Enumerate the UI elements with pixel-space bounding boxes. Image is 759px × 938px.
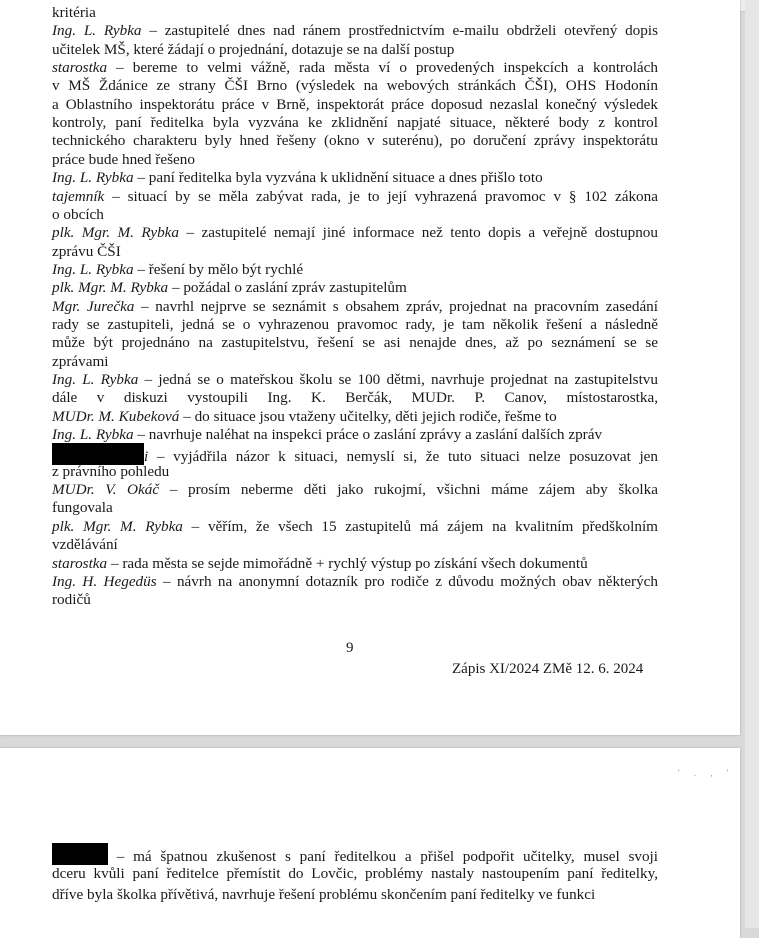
text-line [52, 407, 658, 427]
line-text: fungovala [52, 499, 113, 517]
line-text: práce bude hned řešeno [52, 150, 195, 168]
text-line [52, 590, 658, 610]
text-line [52, 278, 658, 298]
text-line [52, 315, 658, 335]
vertical-scrollbar[interactable] [745, 0, 759, 928]
text-line [52, 535, 658, 555]
line-text: vzdělávání [52, 536, 118, 554]
line-text: rady se zastupiteli, jedná se o vyhrazenou pravomoc rady, je tam několik řešení a následně [52, 315, 658, 333]
speaker-name: MUDr. M. Kubeková [52, 407, 180, 425]
speaker-name: Ing. L. Rybka [52, 260, 134, 278]
speaker-name: Ing. L. Rybka [52, 169, 134, 187]
line-text: – vyjádřila názor k situaci, nemyslí si, že tuto situaci nelze posuzovat jen [148, 448, 658, 466]
line-text: zprávami [52, 352, 109, 370]
document-page-10 [0, 748, 740, 938]
line-text: dříve byla školka přívětivá, navrhuje řešení problému skončením paní ředitelky ve funkci [52, 886, 596, 903]
line-text: technického charakteru byly hned řešeny (okno v suterénu), po doručení zprávy inspektorátu [52, 132, 658, 150]
speaker-name: Ing. L. Rybka [52, 426, 134, 444]
text-line [52, 113, 658, 133]
line-text: může být projednáno na zastupitelstvu, řešení se asi nenajde dnes, až po seznámení se se [52, 334, 658, 352]
speaker-name: Mgr. Jurečka [52, 297, 135, 315]
text-line [52, 498, 658, 518]
text-line [52, 223, 658, 243]
line-text: – jedná se o mateřskou školu se 100 dětmi, navrhuje projednat na zastupitelstvu [138, 371, 658, 388]
speaker-name: starostka [52, 554, 108, 572]
line-text: učitelek MŠ, které žádají o projednání, dotazuje se na další postup [52, 40, 455, 58]
line-text: – navrhuje naléhat na inspekci práce o zaslání zprávy a zaslání dalších zpráv [133, 426, 603, 444]
line-text: – řešení by mělo být rychlé [133, 260, 304, 278]
line-text: – zastupitelé nemají jiné informace než tento dopis a veřejně dostupnou [179, 224, 658, 242]
speaker-name: tajemník [52, 187, 105, 205]
line-text: – návrh na anonymní dotazník pro rodiče z důvodu možných obav některých [156, 572, 658, 590]
text-line [52, 95, 658, 115]
text-line [52, 554, 658, 574]
page-footer: Zápis XI/2024 ZMě 12. 6. 2024 [452, 661, 644, 677]
line-text: – rada města se sejde mimořádně + rychlý výstup po získání všech dokumentů [107, 554, 588, 572]
speaker-name: starostka [52, 59, 108, 77]
speaker-name: MUDr. V. Okáč [52, 481, 160, 499]
text-line [52, 76, 658, 96]
text-line [52, 388, 658, 408]
text-line [52, 205, 658, 225]
text-line [52, 443, 658, 466]
speaker-name: Ing. H. Hegedüs [52, 572, 157, 590]
text-line [52, 333, 658, 353]
line-text: – prosím neberme děti jako rukojmí, všichni máme zájem aby školka [159, 481, 658, 499]
speaker-name: i [144, 448, 149, 466]
text-line [52, 297, 658, 317]
text-line [52, 370, 658, 390]
line-text: v MŠ Ždánice ze strany ČŠI Brno (výsledek na webových stránkách ČŠI), OHS Hodonín [52, 77, 658, 95]
line-text: – zastupitelé dnes nad ránem prostřednictvím e-mailu obdrželi otevřený dopis [141, 22, 658, 40]
text-line [52, 3, 658, 23]
text-line [52, 150, 658, 170]
text-line [52, 864, 658, 884]
scan-specks: ' . , ' [678, 768, 735, 778]
text-line [52, 168, 658, 188]
line-text: dceru kvůli paní ředitelce přemístit do Lovčic, problémy nastaly nastoupením paní ředitelky, [52, 865, 658, 882]
line-text: – do situace jsou vtaženy učitelky, děti jejich rodiče, řešme to [179, 407, 557, 425]
redaction-bar [52, 843, 108, 865]
text-line [52, 187, 658, 207]
text-line [52, 58, 658, 78]
line-text: – má špatnou zkušenost s paní ředitelkou a přišel podpořit učitelky, musel svoji [108, 848, 658, 865]
text-line [52, 425, 658, 445]
line-text: kontroly, paní ředitelka byla vyzvána ke zklidnění napjaté situace, některé body z kontrol [52, 114, 658, 132]
speaker-name: plk. Mgr. M. Rybka [52, 224, 180, 242]
text-line [52, 843, 658, 863]
speaker-name: Ing. L. Rybka [52, 371, 139, 388]
page-number: 9 [346, 640, 354, 656]
line-text: – situací by se měla zabývat rada, je to její vyhrazená pravomoc v § 102 zákona [104, 187, 658, 205]
line-text: z právního pohledu [52, 462, 170, 480]
line-text: – bereme to velmi vážně, rada města ví o provedených inspekcích a kontrolách [107, 59, 658, 77]
speaker-name: Ing. L. Rybka [52, 22, 142, 40]
line-text: zprávu ČŠI [52, 242, 121, 260]
line-text: o obcích [52, 205, 104, 223]
speaker-name: plk. Mgr. M. Rybka [52, 517, 183, 535]
text-line [52, 260, 658, 280]
line-text: rodičů [52, 591, 91, 609]
text-line [52, 885, 658, 905]
line-text: a Oblastního inspektorátu práce v Brně, inspektorát práce doposud nezaslal konečný výsledek [52, 95, 658, 113]
text-line [52, 462, 658, 482]
line-text: – věřím, že všech 15 zastupitelů má zájem na kvalitním předškolním [182, 517, 658, 535]
text-line [52, 21, 658, 41]
line-text: kritéria [52, 4, 96, 21]
text-line [52, 131, 658, 151]
line-text: – navrhl nejprve se seznámit s obsahem zpráv, projednat na pracovním zasedání [134, 297, 658, 315]
line-text: dále v diskuzi vystoupili Ing. K. Berčák, MUDr. P. Canov, místostarostka, [52, 389, 658, 407]
text-line [52, 572, 658, 592]
line-text: – paní ředitelka byla vyzvána k uklidnění situace a dnes přišlo toto [133, 169, 543, 187]
text-line [52, 40, 658, 60]
text-line [52, 517, 658, 537]
text-line [52, 352, 658, 372]
line-text: – požádal o zaslání zpráv zastupitelům [168, 279, 407, 297]
text-line [52, 242, 658, 262]
text-line [52, 480, 658, 500]
speaker-name: plk. Mgr. M. Rybka [52, 279, 169, 297]
